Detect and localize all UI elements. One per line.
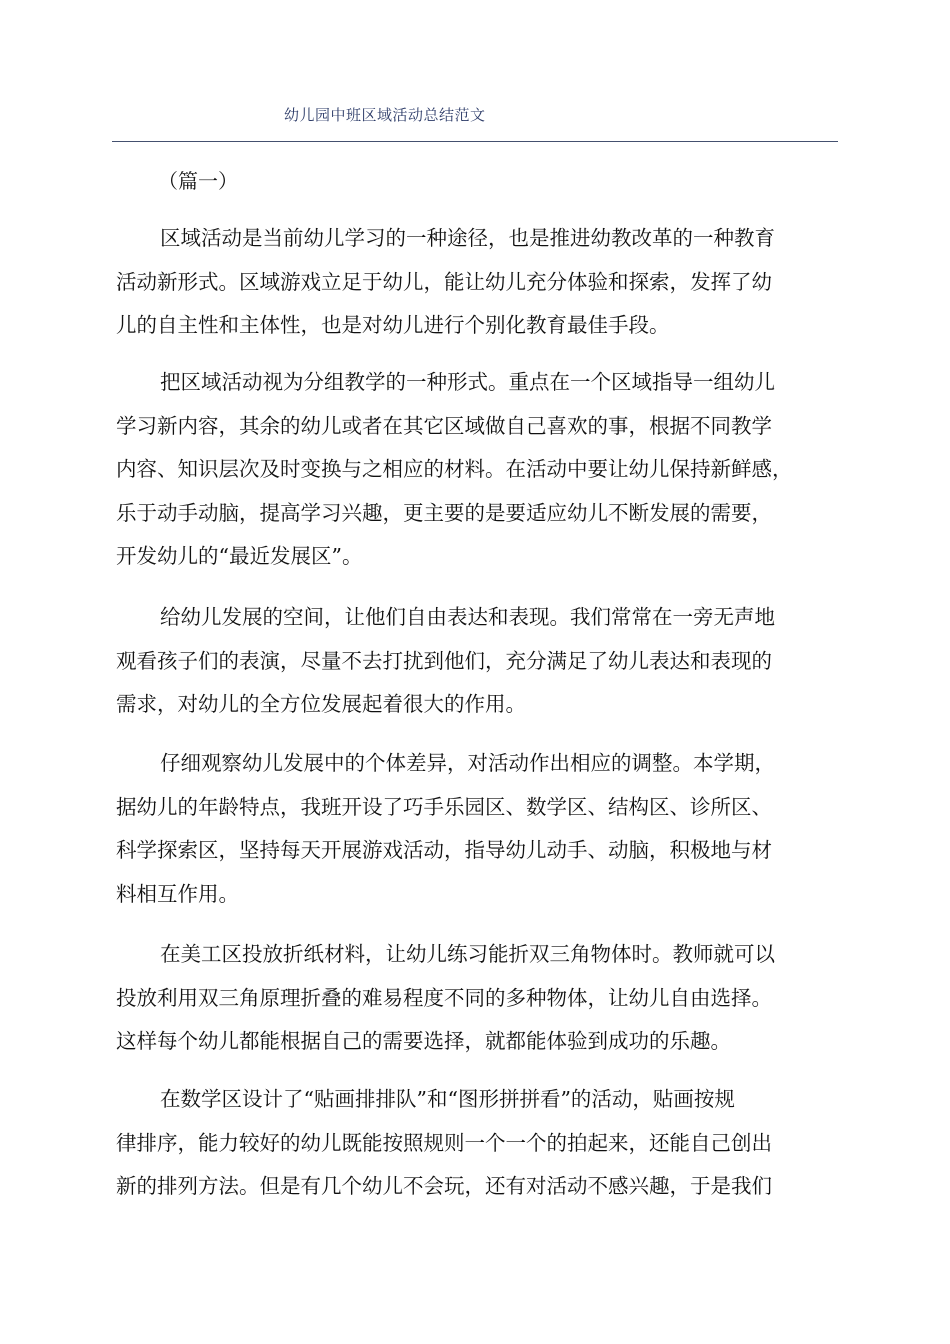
paragraph-line: 活动新形式。区域游戏立足于幼儿，能让幼儿充分体验和探索，发挥了幼 (116, 269, 772, 294)
paragraph-3 (116, 596, 848, 727)
document-header-title: 幼儿园中班区域活动总结范文 (284, 106, 486, 124)
paragraph-line: 乐于动手动脑，提高学习兴趣，更主要的是要适应幼儿不断发展的需要， (116, 500, 772, 525)
paragraph-line: 把区域活动视为分组教学的一种形式。重点在一个区域指导一组幼儿 (160, 370, 775, 394)
paragraph-line: 投放利用双三角原理折叠的难易程度不同的多种物体，让幼儿自由选择。 (116, 985, 772, 1010)
paragraph-4 (116, 742, 848, 916)
paragraph-line: 仔细观察幼儿发展中的个体差异，对活动作出相应的调整。本学期， (160, 751, 775, 775)
section-label: （篇一） (158, 169, 238, 193)
paragraph-line: 内容、知识层次及时变换与之相应的材料。在活动中要让幼儿保持新鲜感， (116, 457, 793, 481)
paragraph-line: 新的排列方法。但是有几个幼儿不会玩，还有对活动不感兴趣，于是我们 (116, 1174, 772, 1198)
paragraph-line: 学习新内容，其余的幼儿或者在其它区域做自己喜欢的事，根据不同教学 (116, 413, 772, 438)
paragraph-line: 区域活动是当前幼儿学习的一种途径，也是推进幼教改革的一种教育 (160, 226, 775, 250)
paragraph-line: 给幼儿发展的空间，让他们自由表达和表现。我们常常在一旁无声地 (160, 605, 775, 629)
header-divider (112, 141, 838, 142)
paragraph-line: 律排序，能力较好的幼儿既能按照规则一个一个的拍起来，还能自己创出 (116, 1130, 772, 1155)
paragraph-line: 儿的自主性和主体性，也是对幼儿进行个别化教育最佳手段。 (116, 313, 670, 337)
paragraph-line: 需求，对幼儿的全方位发展起着很大的作用。 (116, 692, 526, 716)
paragraph-6 (116, 1078, 848, 1209)
paragraph-2 (116, 361, 848, 579)
paragraph-line: 这样每个幼儿都能根据自己的需要选择，就都能体验到成功的乐趣。 (116, 1029, 731, 1053)
paragraph-line: 开发幼儿的“最近发展区”。 (116, 544, 363, 568)
paragraph-5 (116, 933, 848, 1064)
paragraph-line: 观看孩子们的表演，尽量不去打扰到他们，充分满足了幼儿表达和表现的 (116, 648, 772, 673)
paragraph-line: 据幼儿的年龄特点，我班开设了巧手乐园区、数学区、结构区、诊所区、 (116, 794, 772, 819)
paragraph-line: 在美工区投放折纸材料，让幼儿练习能折双三角物体时。教师就可以 (160, 942, 775, 966)
paragraph-1 (116, 217, 848, 348)
paragraph-line: 在数学区设计了“贴画排排队”和“图形拼拼看”的活动，贴画按规 (160, 1087, 735, 1111)
paragraph-line: 科学探索区，坚持每天开展游戏活动，指导幼儿动手、动脑，积极地与材 (116, 838, 772, 862)
paragraph-line: 料相互作用。 (116, 881, 239, 906)
